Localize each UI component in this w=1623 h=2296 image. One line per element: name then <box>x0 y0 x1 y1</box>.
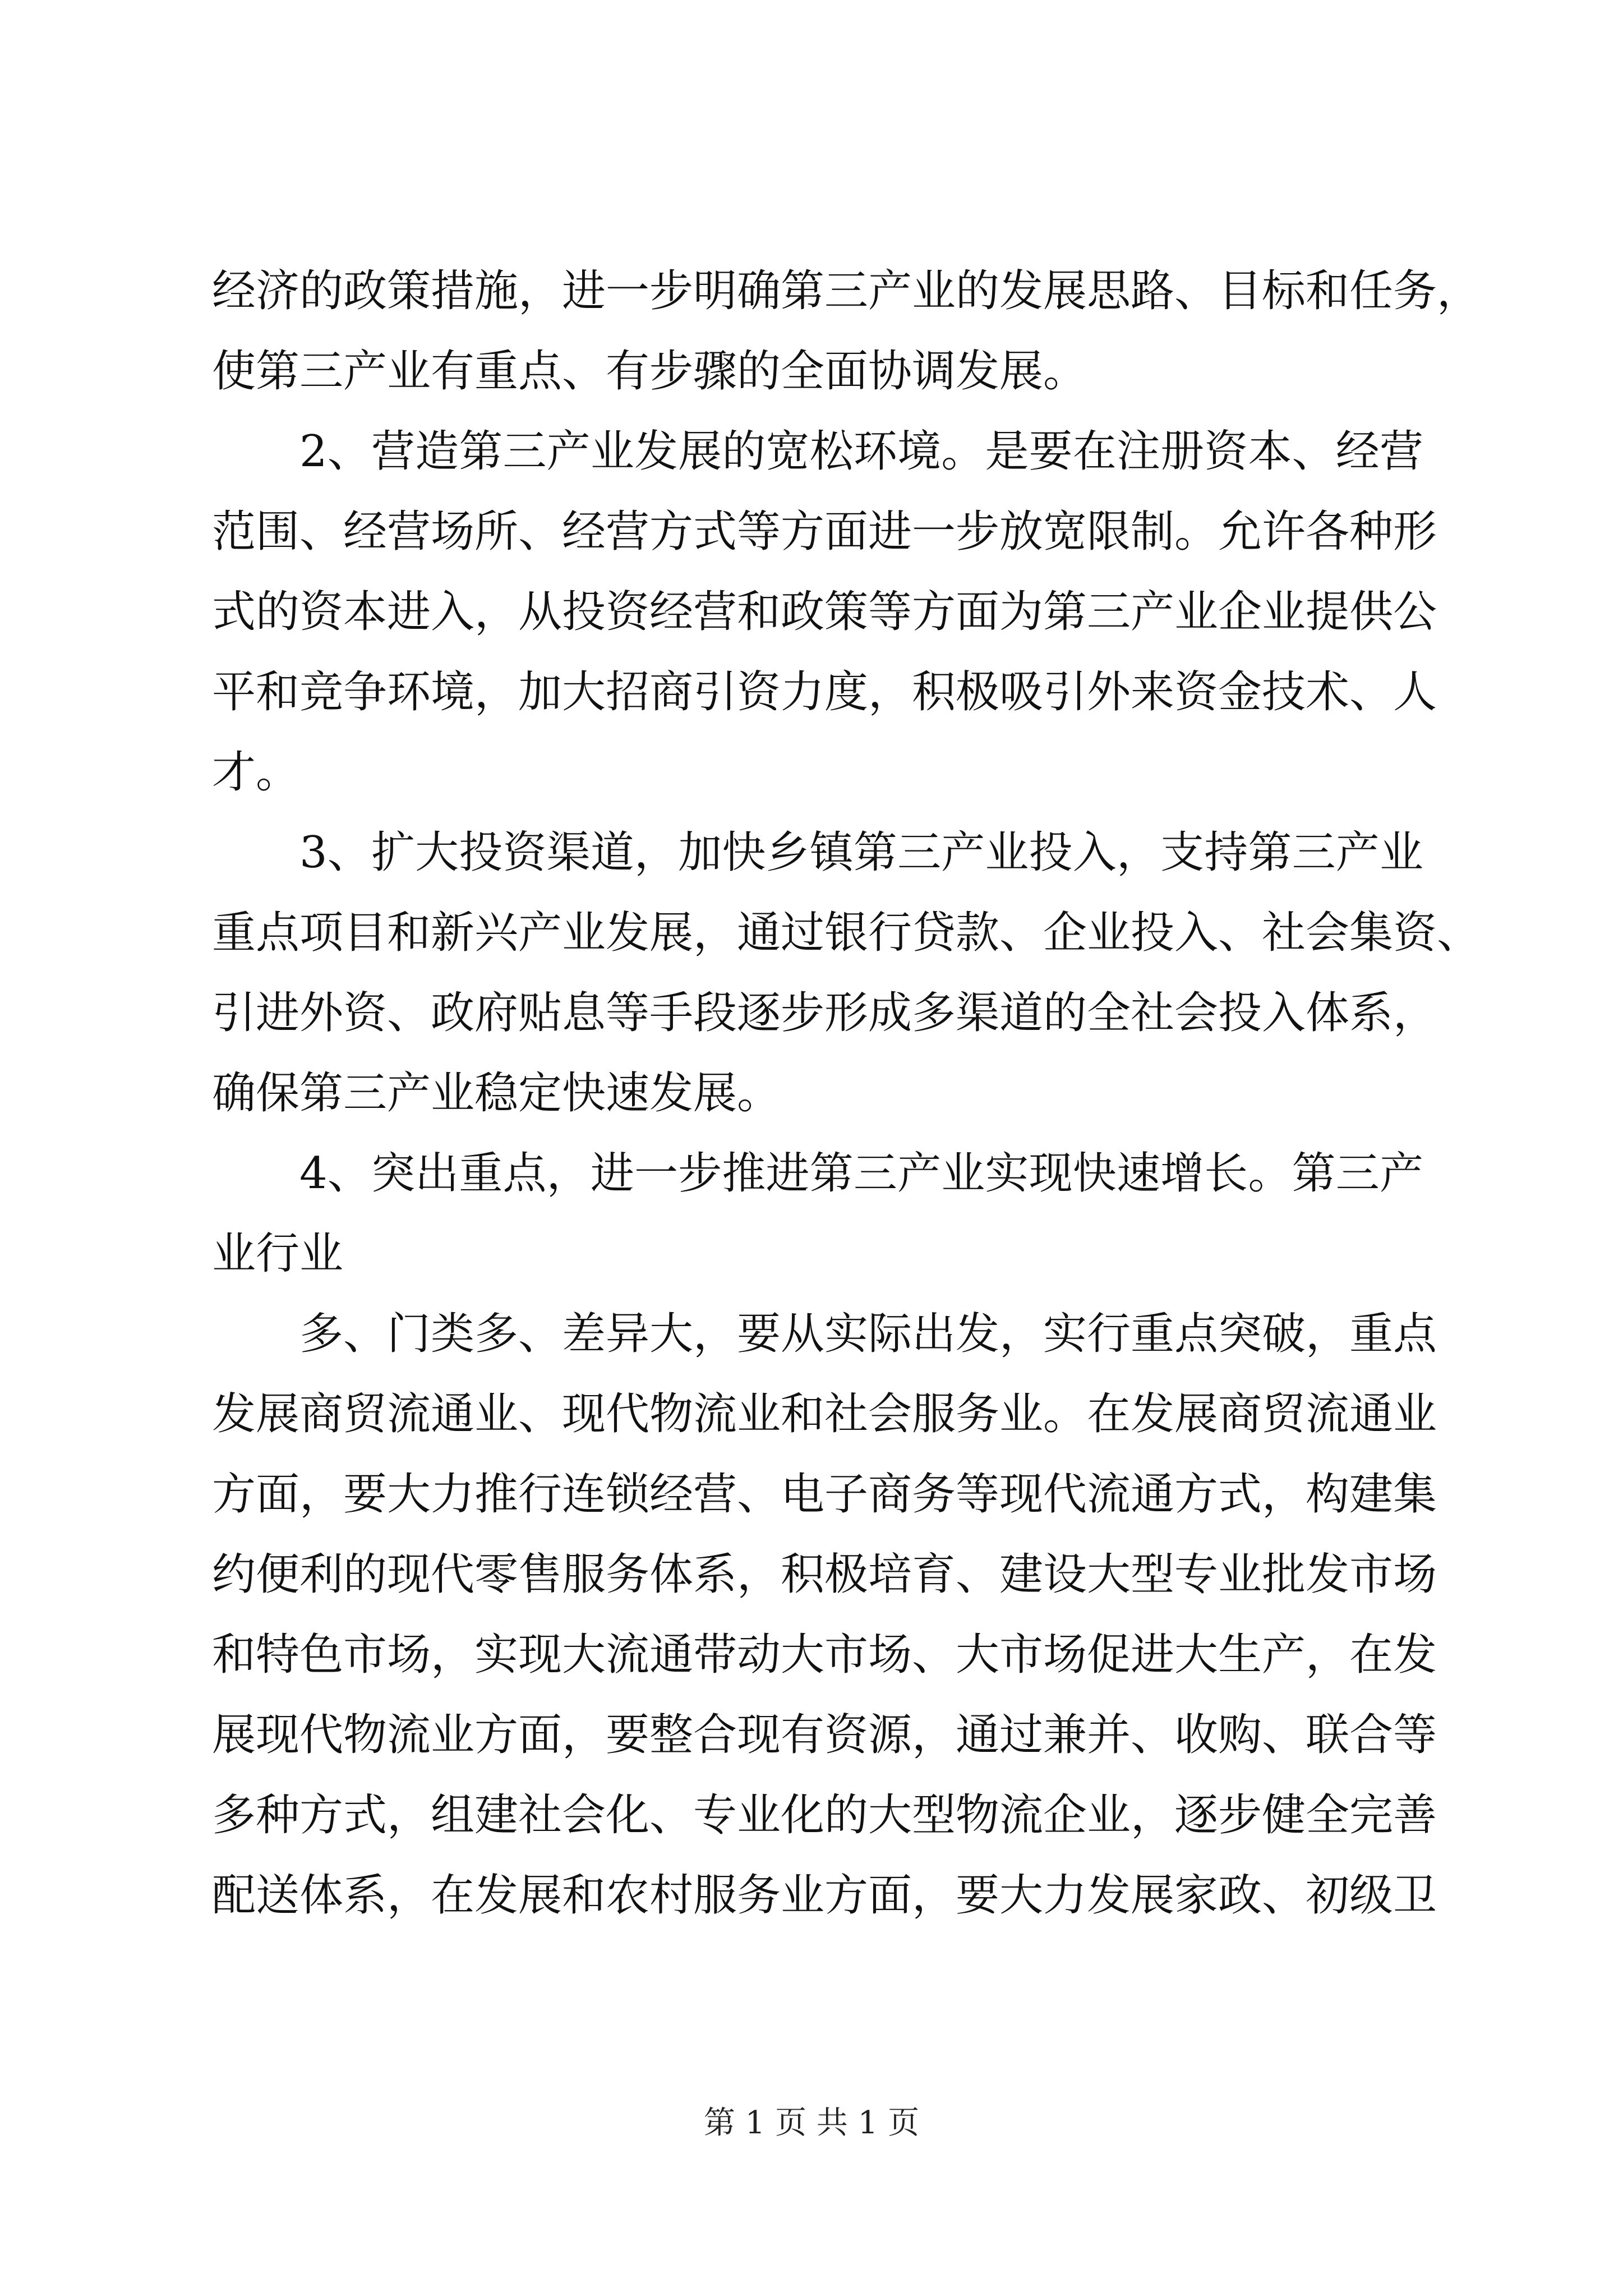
text-line: 多种方式，组建社会化、专业化的大型物流企业，逐步健全完善 <box>212 1790 1437 1841</box>
text-line: 2、营造第三产业发展的宽松环境。是要在注册资本、经营 <box>299 426 1423 477</box>
text-line: 确保第三产业稳定快速发展。 <box>212 1068 781 1119</box>
text-line: 平和竞争环境，加大招商引资力度，积极吸引外来资金技术、人 <box>212 667 1437 717</box>
text-line: 使第三产业有重点、有步骤的全面协调发展。 <box>212 346 1087 397</box>
text-line: 重点项目和新兴产业发展，通过银行贷款、企业投入、社会集资、 <box>212 908 1481 958</box>
page-footer: 第 1 页 共 1 页 <box>703 2105 920 2141</box>
text-line: 多、门类多、差异大，要从实际出发，实行重点突破，重点 <box>299 1309 1437 1359</box>
text-line: 约便利的现代零售服务体系，积极培育、建设大型专业批发市场 <box>212 1549 1437 1600</box>
text-line: 引进外资、政府贴息等手段逐步形成多渠道的全社会投入体系， <box>212 988 1437 1038</box>
text-line: 范围、经营场所、经营方式等方面进一步放宽限制。允许各种形 <box>212 507 1437 557</box>
text-line: 业行业 <box>212 1228 344 1279</box>
text-line: 3、扩大投资渠道，加快乡镇第三产业投入，支持第三产业 <box>299 827 1423 878</box>
text-line: 配送体系，在发展和农村服务业方面，要大力发展家政、初级卫 <box>212 1870 1437 1921</box>
text-line: 式的资本进入，从投资经营和政策等方面为第三产业企业提供公 <box>212 587 1437 637</box>
text-line: 展现代物流业方面，要整合现有资源，通过兼并、收购、联合等 <box>212 1710 1437 1760</box>
text-line: 发展商贸流通业、现代物流业和社会服务业。在发展商贸流通业 <box>212 1389 1437 1439</box>
text-line: 和特色市场，实现大流通带动大市场、大市场促进大生产，在发 <box>212 1630 1437 1680</box>
text-line: 方面，要大力推行连锁经营、电子商务等现代流通方式，构建集 <box>212 1469 1437 1520</box>
text-line: 经济的政策措施，进一步明确第三产业的发展思路、目标和任务， <box>212 266 1481 316</box>
text-line: 才。 <box>212 747 300 798</box>
document-body <box>212 251 1481 1936</box>
text-line: 4、突出重点，进一步推进第三产业实现快速增长。第三产 <box>299 1148 1423 1199</box>
